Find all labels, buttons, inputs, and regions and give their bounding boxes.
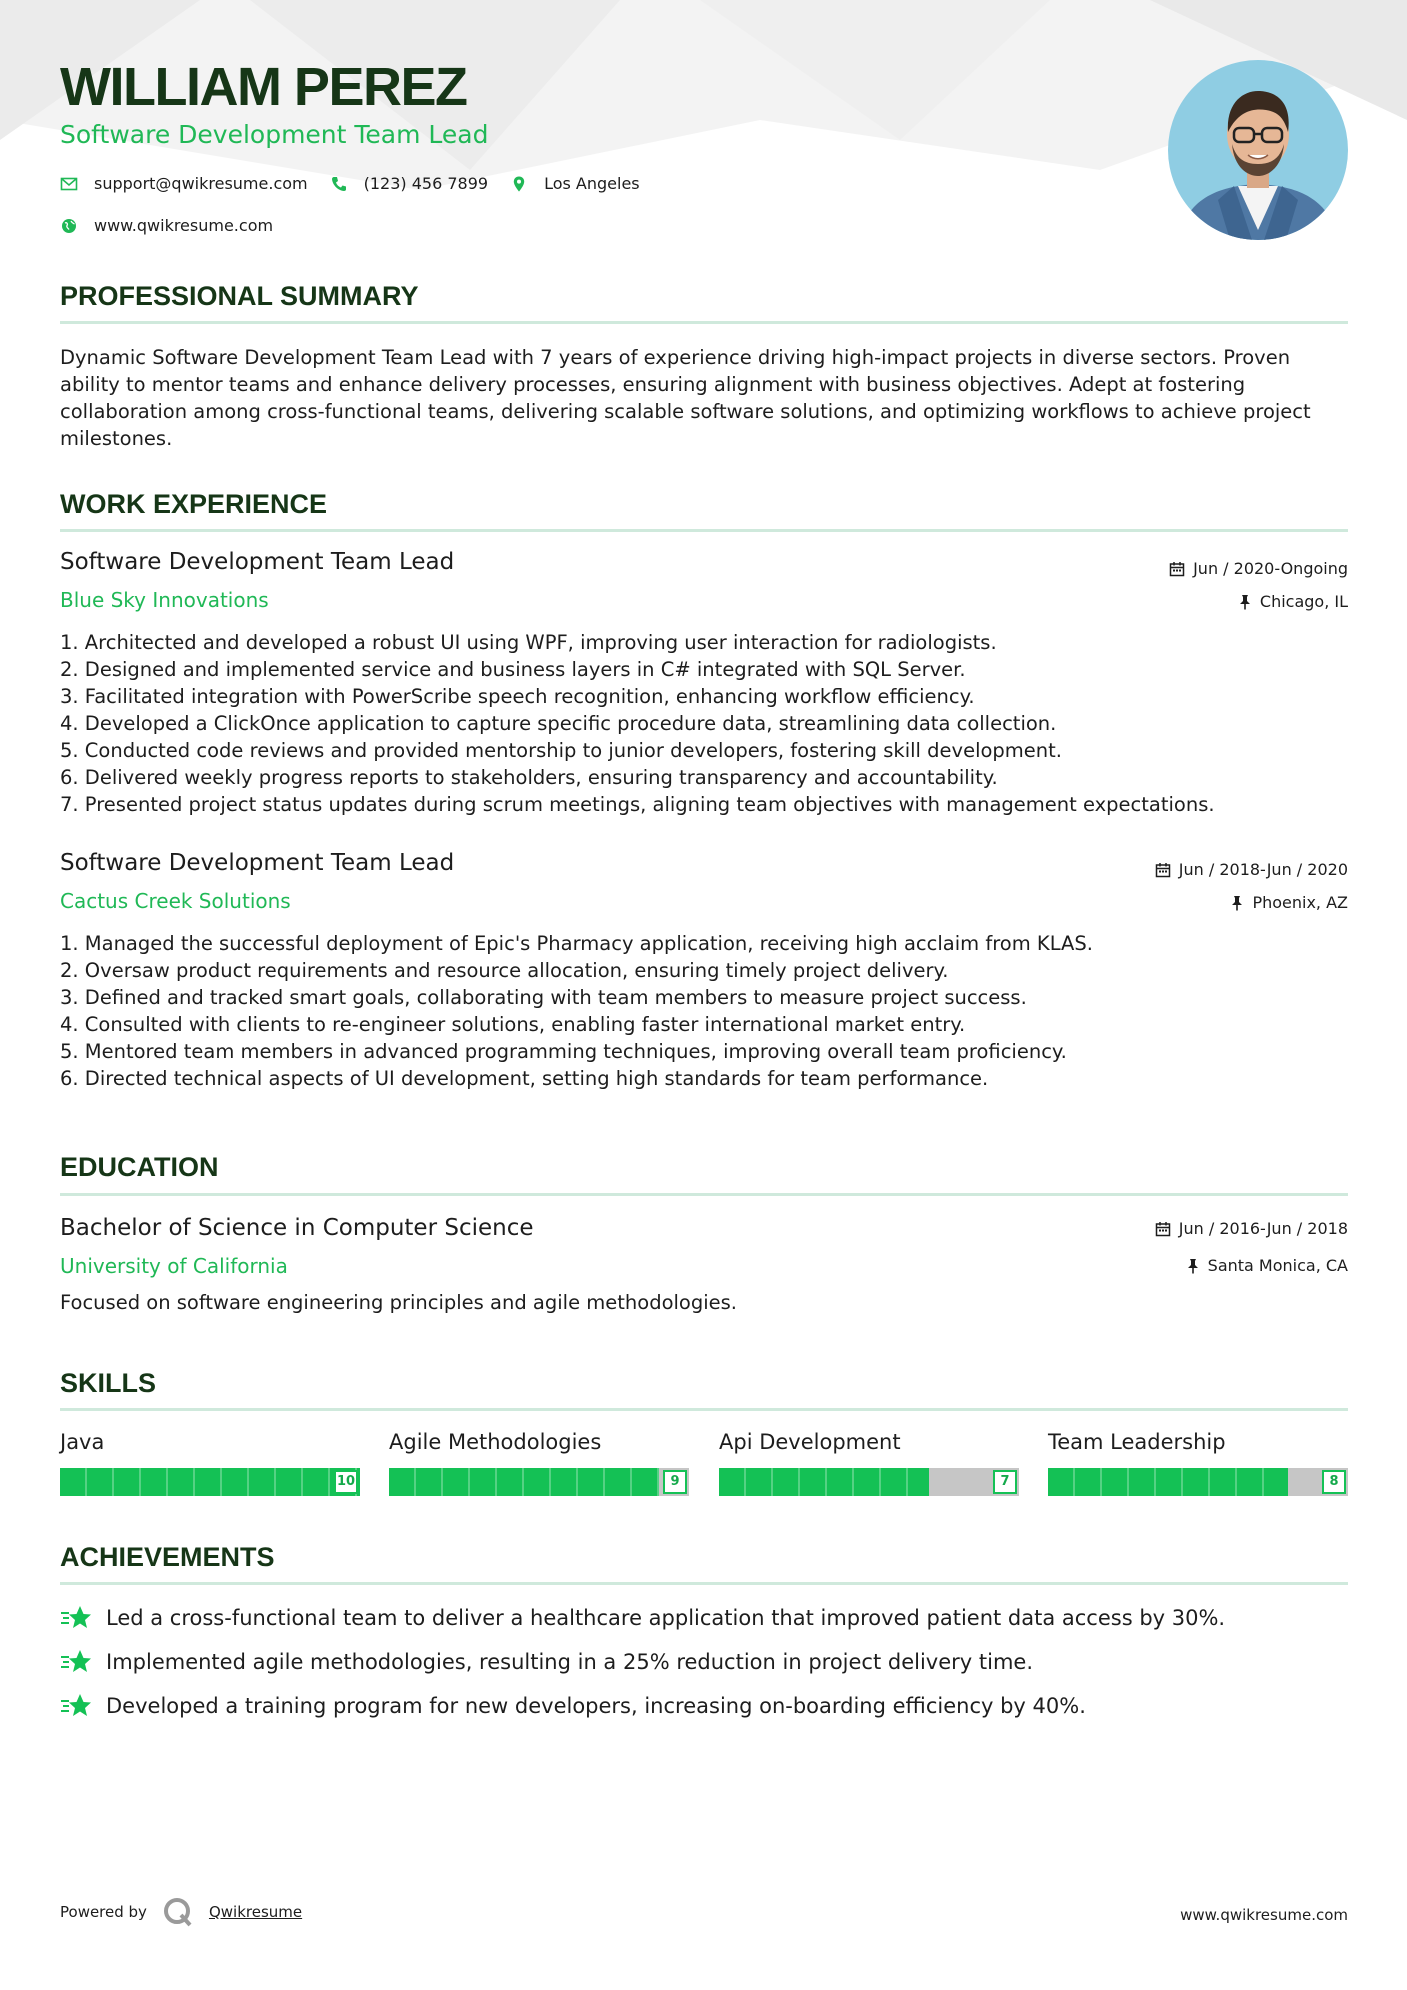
star-icon bbox=[60, 1648, 92, 1676]
list-item: 5. Conducted code reviews and provided mentorship to junior developers, fostering skill development. bbox=[60, 739, 1062, 762]
job-1-role: Software Development Team Lead bbox=[60, 549, 455, 575]
skill-agile-label: Agile Methodologies bbox=[389, 1430, 602, 1454]
skill-api-label: Api Development bbox=[719, 1430, 901, 1454]
location-text: Los Angeles bbox=[544, 174, 640, 193]
phone-number: (123) 456 7899 bbox=[363, 174, 489, 193]
education-dates bbox=[1155, 1219, 1348, 1238]
pushpin-icon bbox=[1230, 895, 1244, 911]
calendar-icon bbox=[1155, 1221, 1171, 1237]
footer-website[interactable]: www.qwikresume.com bbox=[1180, 1906, 1348, 1924]
qwikresume-logo-icon bbox=[161, 1895, 195, 1929]
achievement-1 bbox=[60, 1604, 1225, 1632]
website-link[interactable]: www.qwikresume.com bbox=[94, 216, 274, 235]
skill-bar-fill bbox=[1048, 1468, 1288, 1496]
summary-heading: PROFESSIONAL SUMMARY bbox=[60, 281, 419, 311]
job-2-bullets bbox=[60, 930, 1360, 1092]
job-1-dates bbox=[1169, 559, 1348, 578]
skill-score-badge: 7 bbox=[993, 1470, 1017, 1494]
achievements-heading: ACHIEVEMENTS bbox=[60, 1542, 275, 1572]
calendar-icon bbox=[1155, 862, 1171, 878]
skill-leadership-label: Team Leadership bbox=[1048, 1430, 1226, 1454]
education-heading: EDUCATION bbox=[60, 1152, 219, 1182]
calendar-icon bbox=[1169, 561, 1185, 577]
job-1-bullets bbox=[60, 629, 1360, 818]
achievement-2 bbox=[60, 1648, 1033, 1676]
list-item: 3. Facilitated integration with PowerScribe speech recognition, enhancing workflow efficiency. bbox=[60, 685, 975, 708]
skill-leadership-bar bbox=[1048, 1468, 1348, 1496]
list-item: 4. Developed a ClickOnce application to capture specific procedure data, streamlining data collection. bbox=[60, 712, 1057, 735]
candidate-name: WILLIAM PEREZ bbox=[60, 57, 467, 117]
star-icon bbox=[60, 1692, 92, 1720]
email-link[interactable]: support@qwikresume.com bbox=[94, 174, 308, 193]
candidate-title: Software Development Team Lead bbox=[60, 120, 489, 149]
job-2-location-text: Phoenix, AZ bbox=[1252, 893, 1348, 912]
education-degree: Bachelor of Science in Computer Science bbox=[60, 1215, 534, 1241]
skill-java-label: Java bbox=[60, 1430, 105, 1454]
job-1-location bbox=[1238, 592, 1348, 611]
job-1-dates-text: Jun / 2020-Ongoing bbox=[1193, 559, 1348, 578]
pushpin-icon bbox=[1238, 594, 1252, 610]
profile-photo bbox=[1168, 60, 1348, 240]
job-2-location bbox=[1230, 893, 1348, 912]
list-item: 1. Managed the successful deployment of Epic's Pharmacy application, receiving high acclaim from KLAS. bbox=[60, 932, 1093, 955]
powered-by-text: Powered by bbox=[60, 1903, 147, 1921]
list-item: 5. Mentored team members in advanced programming techniques, improving overall team proficiency. bbox=[60, 1040, 1067, 1063]
experience-divider bbox=[60, 529, 1348, 532]
experience-heading: WORK EXPERIENCE bbox=[60, 489, 328, 519]
skill-bar-fill bbox=[60, 1468, 360, 1496]
education-location bbox=[1186, 1256, 1348, 1275]
list-item: 2. Designed and implemented service and business layers in C# integrated with SQL Server. bbox=[60, 658, 966, 681]
job-2-dates-text: Jun / 2018-Jun / 2020 bbox=[1178, 860, 1348, 879]
job-1-location-text: Chicago, IL bbox=[1259, 592, 1348, 611]
skill-java-bar bbox=[60, 1468, 360, 1496]
achievements-divider bbox=[60, 1582, 1348, 1585]
education-divider bbox=[60, 1193, 1348, 1196]
contact-row-1 bbox=[60, 174, 662, 193]
skill-score-badge: 10 bbox=[334, 1470, 358, 1494]
education-description: Focused on software engineering principles and agile methodologies. bbox=[60, 1291, 738, 1314]
skills-divider bbox=[60, 1408, 1348, 1411]
education-dates-text: Jun / 2016-Jun / 2018 bbox=[1178, 1219, 1348, 1238]
list-item: 3. Defined and tracked smart goals, collaborating with team members to measure project success. bbox=[60, 986, 1027, 1009]
skill-score-badge: 9 bbox=[663, 1470, 687, 1494]
skill-agile-bar bbox=[389, 1468, 689, 1496]
achievement-text: Implemented agile methodologies, resulting in a 25% reduction in project delivery time. bbox=[106, 1650, 1034, 1674]
education-location-text: Santa Monica, CA bbox=[1207, 1256, 1348, 1275]
brand-link[interactable]: Qwikresume bbox=[208, 1903, 303, 1921]
pushpin-icon bbox=[1186, 1258, 1200, 1274]
list-item: 6. Directed technical aspects of UI development, setting high standards for team performance. bbox=[60, 1067, 989, 1090]
summary-divider bbox=[60, 321, 1348, 324]
contact-row-2 bbox=[60, 216, 295, 235]
globe-icon bbox=[60, 217, 78, 235]
list-item: 7. Presented project status updates during scrum meetings, aligning team objectives with management expectations. bbox=[60, 793, 1215, 816]
skill-api-bar bbox=[719, 1468, 1019, 1496]
skill-bar-fill bbox=[719, 1468, 929, 1496]
job-1-company: Blue Sky Innovations bbox=[60, 588, 269, 612]
job-2-dates bbox=[1155, 860, 1348, 879]
list-item: 4. Consulted with clients to re-engineer solutions, enabling faster international market entry. bbox=[60, 1013, 966, 1036]
skills-heading: SKILLS bbox=[60, 1368, 157, 1398]
phone-icon bbox=[330, 175, 348, 193]
star-icon bbox=[60, 1604, 92, 1632]
list-item: 6. Delivered weekly progress reports to stakeholders, ensuring transparency and accountability. bbox=[60, 766, 998, 789]
achievement-text: Developed a training program for new developers, increasing on-boarding efficiency by 40%. bbox=[106, 1694, 1086, 1718]
achievement-text: Led a cross-functional team to deliver a healthcare application that improved patient data access by 30%. bbox=[106, 1606, 1226, 1630]
envelope-icon bbox=[60, 175, 78, 193]
footer-powered-by bbox=[60, 1895, 302, 1929]
education-school: University of California bbox=[60, 1254, 288, 1278]
summary-text: Dynamic Software Development Team Lead with 7 years of experience driving high-impact projects in diverse sectors. Proven ability to mentor teams and enhance delivery processes, ensuring alignment with business objectives. Adept at fostering collaboration among cross-functional teams, delivering scalable software solutions, and optimizing workflows to achieve project milestones. bbox=[60, 346, 1311, 450]
map-pin-icon bbox=[510, 175, 528, 193]
skill-score-badge: 8 bbox=[1322, 1470, 1346, 1494]
job-2-company: Cactus Creek Solutions bbox=[60, 889, 291, 913]
job-2-role: Software Development Team Lead bbox=[60, 850, 455, 876]
list-item: 2. Oversaw product requirements and resource allocation, ensuring timely project delivery. bbox=[60, 959, 949, 982]
achievement-3 bbox=[60, 1692, 1086, 1720]
skill-bar-fill bbox=[389, 1468, 659, 1496]
list-item: 1. Architected and developed a robust UI using WPF, improving user interaction for radiologists. bbox=[60, 631, 997, 654]
